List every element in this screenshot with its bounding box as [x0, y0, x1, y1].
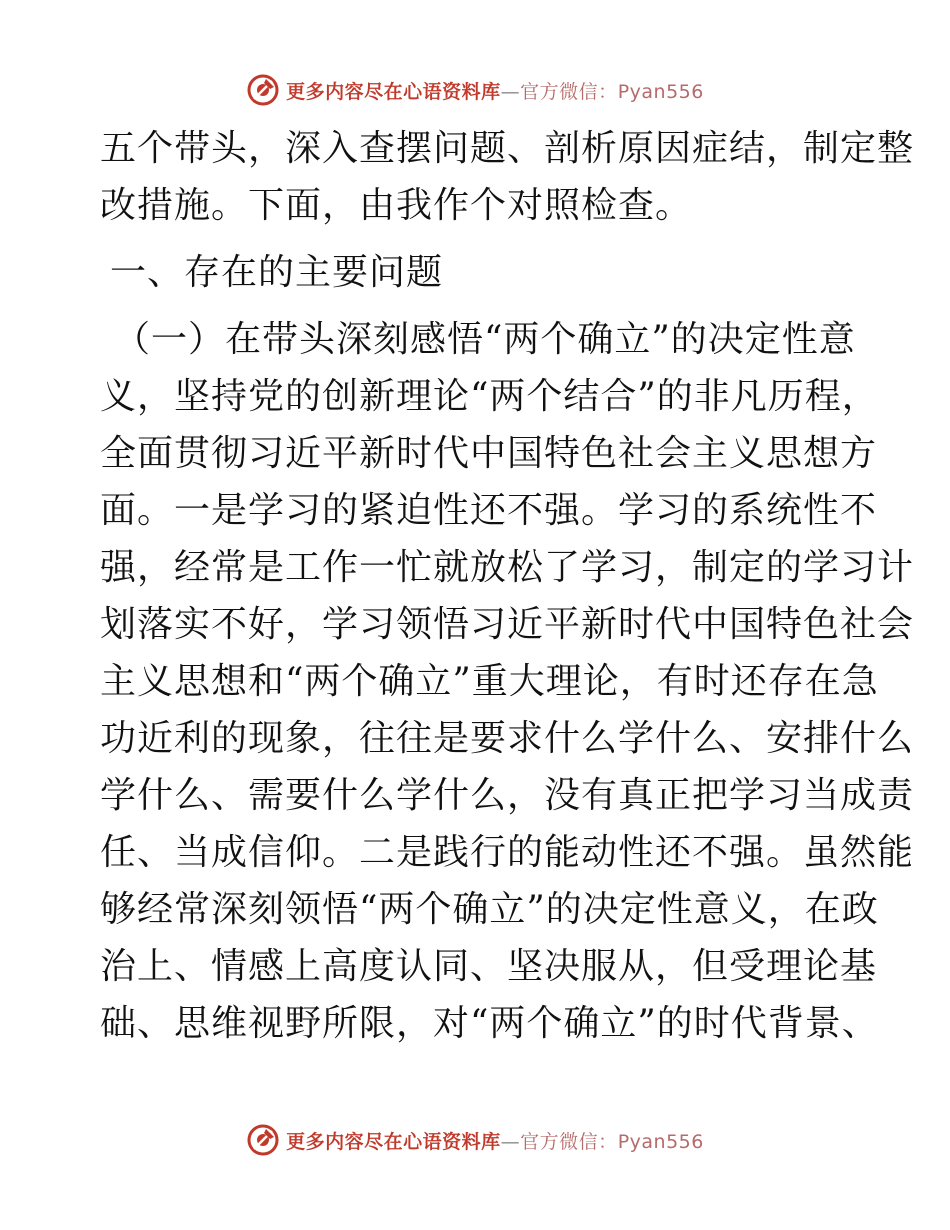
body-line: 任、当成信仰。二是践行的能动性还不强。虽然能 [100, 832, 915, 873]
header-watermark-text [286, 77, 704, 104]
footer-brand-text: 更多内容尽在心语资料库 [286, 1130, 501, 1153]
header-wechat-label: 官方微信： [520, 80, 618, 103]
brand-logo-icon [246, 1123, 280, 1157]
body-line: 全面贯彻习近平新时代中国特色社会主义思想方 [100, 433, 878, 474]
header-brand-text: 更多内容尽在心语资料库 [286, 80, 501, 103]
document-body [100, 120, 915, 1052]
body-line: 面。一是学习的紧迫性还不强。学习的系统性不 [100, 490, 878, 531]
brand-logo-icon [246, 73, 280, 107]
header-watermark-banner [0, 70, 950, 110]
body-line: 划落实不好，学习领悟习近平新时代中国特色社会 [100, 604, 915, 645]
body-line: 主义思想和“两个确立”重大理论，有时还存在急 [100, 661, 879, 702]
footer-separator: — [500, 1130, 521, 1153]
footer-watermark-banner [0, 1120, 950, 1160]
body-line: 改措施。下面，由我作个对照检查。 [100, 185, 693, 226]
section-heading: 一、存在的主要问题 [110, 252, 444, 293]
body-line: 学什么、需要什么学什么，没有真正把学习当成责 [100, 775, 915, 816]
body-line: 强，经常是工作一忙就放松了学习，制定的学习计 [100, 547, 915, 588]
header-separator: — [500, 80, 521, 103]
header-wechat-id: Pyan556 [617, 80, 704, 103]
body-line: 治上、情感上高度认同、坚决服从，但受理论基 [100, 946, 878, 987]
footer-wechat-label: 官方微信： [520, 1130, 618, 1153]
body-line: 够经常深刻领悟“两个确立”的决定性意义，在政 [100, 889, 879, 930]
footer-wechat-id: Pyan556 [617, 1130, 704, 1153]
body-line: 义，坚持党的创新理论“两个结合”的非凡历程， [100, 376, 879, 417]
body-line: 础、思维视野所限，对“两个确立”的时代背景、 [100, 1003, 879, 1044]
body-line: 功近利的现象，往往是要求什么学什么、安排什么 [100, 718, 915, 759]
body-line: （一）在带头深刻感悟“两个确立”的决定性意 [114, 319, 856, 360]
body-line: 五个带头，深入查摆问题、剖析原因症结，制定整 [100, 128, 915, 169]
footer-watermark-text [286, 1127, 704, 1154]
